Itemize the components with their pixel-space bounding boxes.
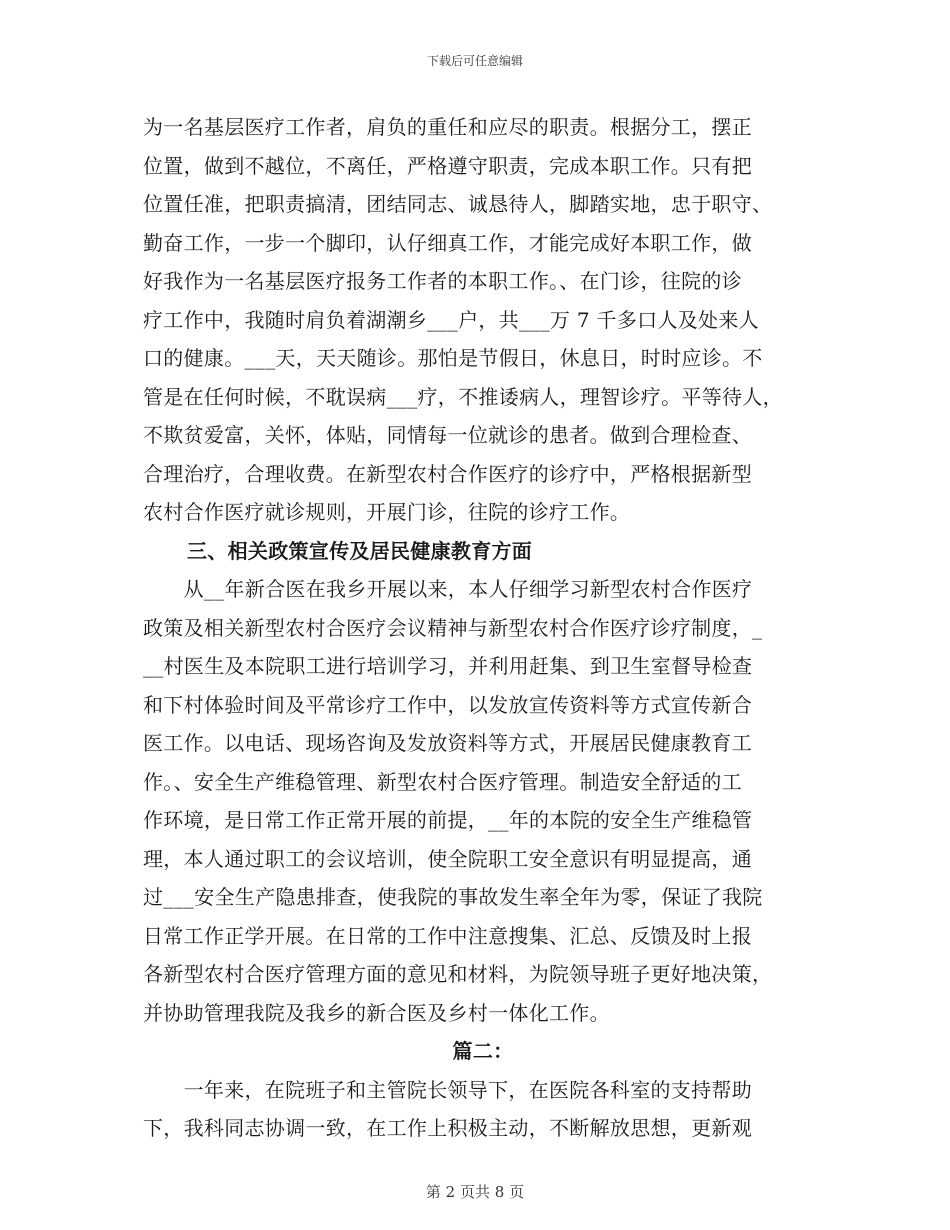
page-footer: 第 2 页共 8 页 (425, 1183, 525, 1201)
part-title: 篇二： (452, 1039, 514, 1063)
text-line: 管是在任何时候，不耽误病___疗，不推诿病人，理智诊疗。平等待人， (143, 384, 783, 409)
text-line: 各新型农村合医疗管理方面的意见和材料，为院领导班子更好地决策， (143, 962, 773, 986)
text-line: 并协助管理我院及我乡的新合医及乡村一体化工作。 (143, 1000, 610, 1025)
text-line: 和下村体验时间及平常诊疗工作中，以发放宣传资料等方式宣传新合 (143, 692, 752, 717)
text-line: 作。、安全生产维稳管理、新型农村合医疗管理。制造安全舒适的工 (143, 769, 742, 794)
text-line: 勤奋工作，一步一个脚印，认仔细真工作，才能完成好本职工作，做 (143, 230, 752, 255)
text-line: 日常工作正学开展。在日常的工作中注意搜集、汇总、反馈及时上报 (143, 923, 752, 948)
text-line: 作环境，是日常工作正常开展的前提，__年的本院的安全生产维稳管 (143, 808, 753, 832)
page-header: 下载后可任意编辑 (426, 54, 523, 68)
text-line: 好我作为一名基层医疗报务工作者的本职工作。、在门诊，往院的诊 (143, 269, 742, 293)
text-line: 理，本人通过职工的会议培训，使全院职工安全意识有明显提高，通 (143, 846, 752, 871)
section-heading: 三、相关政策宣传及居民健康教育方面 (187, 538, 533, 563)
text-line: 疗工作中，我随时肩负着湖潮乡___户，共___万 7 千多口人及处来人 (143, 307, 759, 332)
text-line: 下，我科同志协调一致，在工作上积极主动，不断解放思想，更新观 (143, 1116, 752, 1140)
text-line: 一年来，在院班子和主管院长领导下，在医院各科室的支持帮助 (143, 1077, 752, 1102)
text-line: 为一名基层医疗工作者，肩负的重任和应尽的职责。根据分工，摆正 (143, 115, 752, 139)
text-line: 位置任准，把职责搞清，团结同志、诚恳待人，脚踏实地，忠于职守、 (143, 192, 773, 216)
document-body (143, 108, 823, 1148)
text-line: 合理治疗，合理收费。在新型农村合作医疗的诊疗中，严格根据新型 (143, 461, 752, 486)
text-line: 农村合作医疗就诊规则，开展门诊，往院的诊疗工作。 (143, 500, 631, 524)
text-line: 医工作。以电话、现场咨询及发放资料等方式，开展居民健康教育工 (143, 731, 752, 755)
text-line: 口的健康。___天，天天随诊。那怕是节假日，休息日，时时应诊。不 (143, 346, 763, 370)
text-line: 过___安全生产隐患排查，使我院的事故发生率全年为零，保证了我院 (143, 885, 763, 909)
text-line: 从__年新合医在我乡开展以来，本人仔细学习新型农村合作医疗 (143, 577, 753, 601)
text-line: 位置，做到不越位，不离任，严格遵守职责，完成本职工作。只有把 (143, 153, 752, 178)
text-line: __村医生及本院职工进行培训学习，并利用赶集、到卫生室督导检查 (143, 654, 753, 678)
text-line: 政策及相关新型农村合医疗会议精神与新型农村合作医疗诊疗制度，_ (143, 615, 763, 640)
text-line: 不欺贫爱富，关怀，体贴，同情每一位就诊的患者。做到合理检查、 (143, 423, 752, 447)
